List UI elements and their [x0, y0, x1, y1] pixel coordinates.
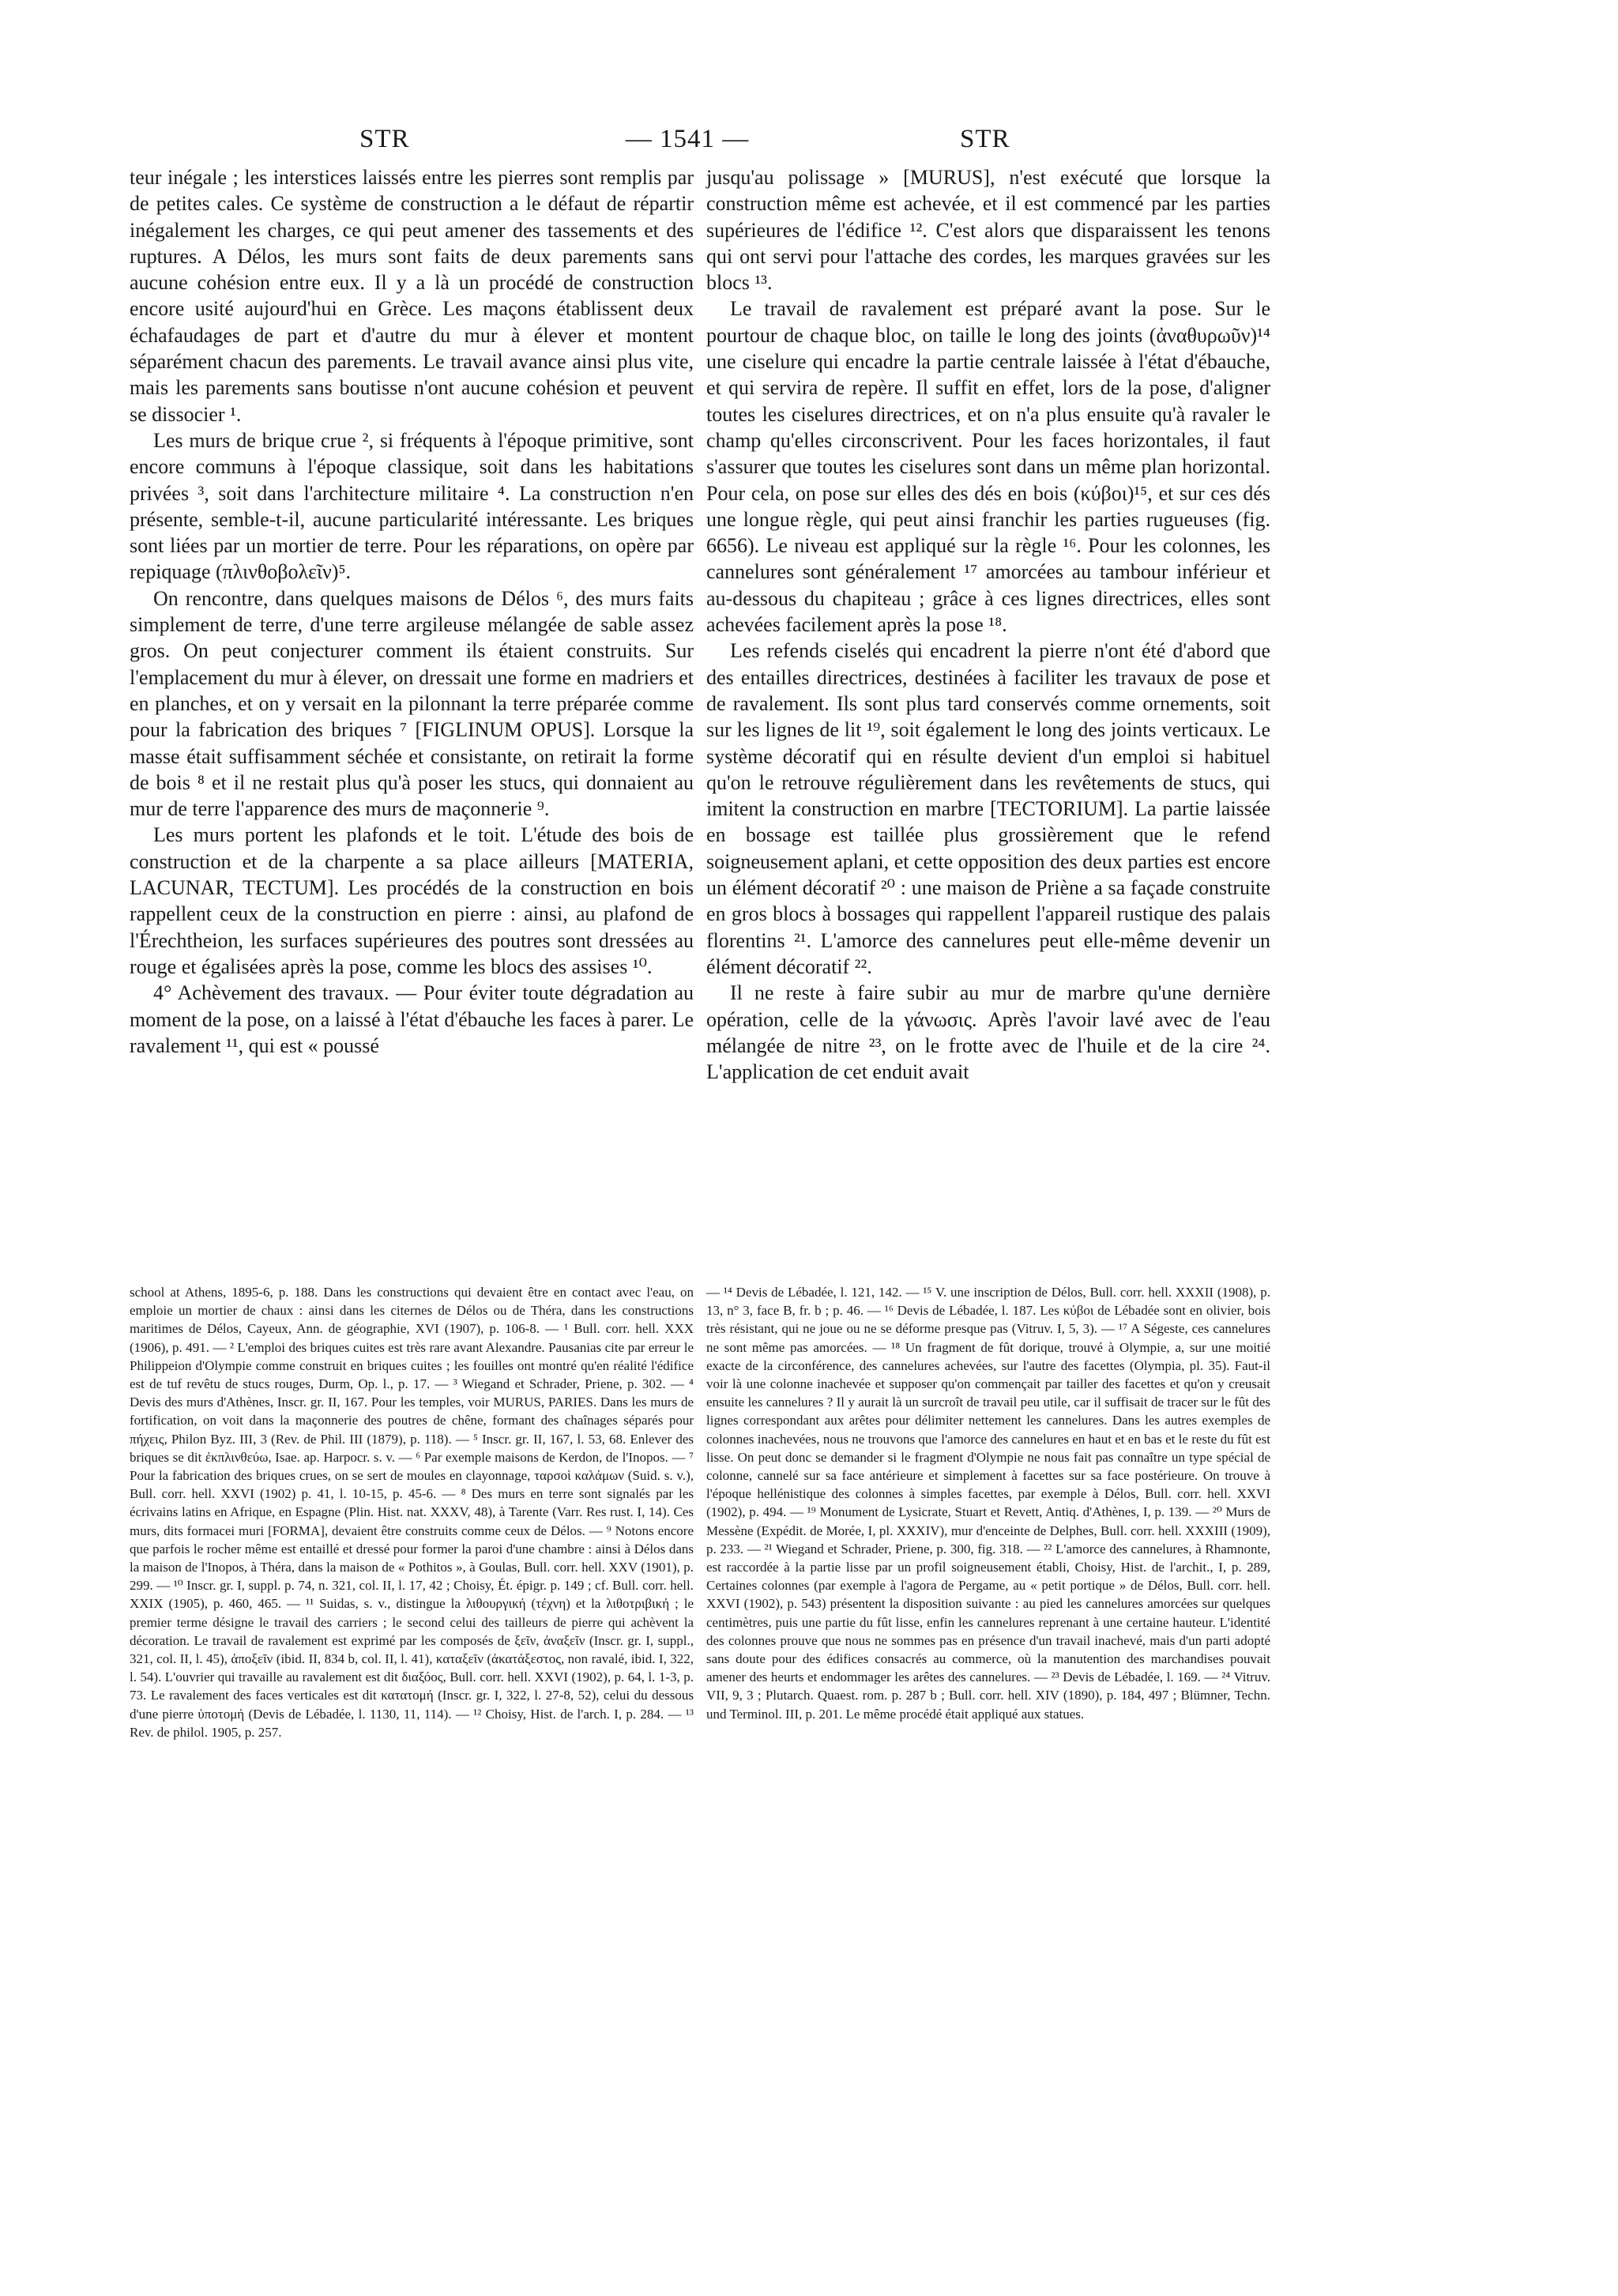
paragraph: jusqu'au polissage » [MURUS], n'est exécuté que lorsque la construction même est achevée, et il est commencé par les parties supérieures de l'édifice ¹². C'est alors que disparaissent les tenons qui ont servi pour l'attache des cordes, les marques gravées sur les blocs ¹³. — [706, 166, 1270, 295]
running-head-right: STR — [960, 125, 1010, 153]
footnote-text: — ¹⁴ Devis de Lébadée, l. 121, 142. — ¹⁵ V. une inscription de Délos, Bull. corr. hell. XXXII (1908), p. 13, n° 3, face B, fr. b ; p. 46. — ¹⁶ Devis de Lébadée, l. 187. Les κύβοι de Lébadée sont en olivier, bois très résistant, qui ne joue ou ne se déforme presque pas (Vitruv. I, 5, 3). — ¹⁷ A Ségeste, ces cannelures ne sont même pas amorcées. — ¹⁸ Un fragment de fût dorique, trouvé à Olympie, a, sur une moitié exacte de la circonférence, des cannelures achevées, sur l'autre des facettes (Olympia, pl. 35). Faut-il voir là une colonne inachevée et supposer qu'on commençait par tailler des facettes et qu'on y creusait ensuite les cannelures ? Il y aurait là un surcroît de travail peu utile, car il suffisait de tracer sur le fût des lignes correspondant aux arêtes pour délimiter nettement les cannelures. Dans les autres exemples de colonnes inachevées, nous ne trouvons que l'amorce des cannelures en haut et en bas et le reste du fût est lisse. On peut donc se demander si le fragment d'Olympie ne nous fait pas connaître un type spécial de colonne, cannelé sur sa face antérieure et simplement à facettes sur sa face postérieure. On trouve à l'époque hellénistique des colonnes à simples facettes, par exemple à Délos, Bull. corr. hell. XXVI (1902), p. 494. — ¹⁹ Monument de Lysicrate, Stuart et Revett, Antiq. d'Athènes, I, p. 139. — ²⁰ Murs de Messène (Expédit. de Morée, I, pl. XXXIV), mur d'enceinte de Delphes, Bull. corr. hell. XXXIII (1909), p. 233. — ²¹ Wiegand et Schrader, Priene, p. 300, fig. 318. — ²² L'amorce des cannelures, à Rhamnonte, est raccordée à la partie lisse par un profil soigneusement établi, Choisy, Hist. de l'archit., I, p. 289, Certaines colonnes (par exemple à l'agora de Pergame, au « petit portique » de Délos, Bull. corr. hell. XXVI (1902), p. 543) présentent la disposition suivante : au pied les cannelures amorcées sur quelques centimètres, puis une partie du fût lisse, enfin les cannelures reprenant à une certaine hauteur. L'identité des colonnes prouve que nous ne sommes pas en présence d'un travail inachevé, mais d'un parti adopté sans doute pour des édifices consacrés au commerce, où la manutention des marchandises pouvait amener des heurts et endommager les arêtes des cannelures. — ²³ Devis de Lébadée, l. 169. — ²⁴ Vitruv. VII, 9, 3 ; Plutarch. Quaest. rom. p. 287 b ; Bull. corr. hell. XIV (1890), p. 184, 497 ; Blümner, Techn. und Terminol. III, p. 201. Le même procédé était appliqué aux statues. — [706, 1285, 1270, 1722]
paragraph: On rencontre, dans quelques maisons de Délos ⁶, des murs faits simplement de terre, d'une terre argileuse mélangée de sable assez gros. On peut conjecturer comment ils étaient construits. Sur l'emplacement du mur à élever, on dressait une forme en madriers et en planches, et on y versait en la pilonnant la terre préparée comme pour la fabrication des briques ⁷ [FIGLINUM OPUS]. Lorsque la masse était suffisamment séchée et consistante, on retirait la forme de bois ⁸ et il ne restait plus qu'à poser les stucs, qui donnaient au mur de terre l'apparence des murs de maçonnerie ⁹. — [130, 586, 694, 821]
running-head-left: STR — [359, 125, 410, 153]
paragraph: Les murs de brique crue ², si fréquents à l'époque primitive, sont encore communs à l'époque classique, soit dans les habitations privées ³, soit dans l'architecture militaire ⁴. La construction n'en présente, semble-t-il, aucune particularité intéressante. Les briques sont liées par un mortier de terre. Pour les réparations, on opère par repiquage (πλινθοβολεῖν)⁵. — [130, 428, 694, 584]
paragraph: 4° Achèvement des travaux. — Pour éviter toute dégradation au moment de la pose, on a laissé à l'état d'ébauche les faces à parer. Le ravalement ¹¹, qui est « poussé — [130, 981, 694, 1057]
paragraph: teur inégale ; les interstices laissés entre les pierres sont remplis par de petites cales. Ce système de construction a le défaut de répartir inégalement les charges, ce qui peut amener des tassements et des ruptures. A Délos, les murs sont faits de deux parements sans aucune cohésion entre eux. Il y a là un procédé de construction encore usité aujourd'hui en Grèce. Les maçons établissent deux échafaudages de part et d'autre du mur à élever et montent séparément chacun des parements. Le travail avance ainsi plus vite, mais les parements sans boutisse n'ont aucune cohésion et peuvent se dissocier ¹. — [130, 166, 694, 426]
left-column — [130, 164, 694, 1059]
right-column — [706, 164, 1270, 1085]
footnotes-right — [706, 1283, 1270, 1723]
paragraph: Il ne reste à faire subir au mur de marbre qu'une dernière opération, celle de la γάνωσις. Après l'avoir lavé avec de l'eau mélangée de nitre ²³, on le frotte avec de l'huile et de la cire ²⁴. L'application de cet enduit avait — [706, 981, 1270, 1084]
footnote-text: school at Athens, 1895-6, p. 188. Dans les constructions qui devaient être en contact avec l'eau, on emploie un mortier de chaux : ainsi dans les citernes de Délos ou de Théra, dans les constructions maritimes de Délos, Cayeux, Ann. de géographie, XVI (1907), p. 106-8. — ¹ Bull. corr. hell. XXX (1906), p. 491. — ² L'emploi des briques cuites est très rare avant Alexandre. Pausanias cite par erreur le Philippeion d'Olympie comme construit en briques cuites ; les fouilles ont montré qu'en réalité l'édifice est de tuf revêtu de stucs rouges, Durm, Op. l., p. 17. — ³ Wiegand et Schrader, Priene, p. 302. — ⁴ Devis des murs d'Athènes, Inscr. gr. II, 167. Pour les temples, voir MURUS, PARIES. Dans les murs de fortification, on voit dans la maçonnerie des poutres de chêne, formant des chaînages séparés pour πήχεις, Philon Byz. III, 3 (Rev. de Phil. III (1879), p. 118). — ⁵ Inscr. gr. II, 167, l. 53, 68. Enlever des briques se dit ἐκπλινθεύω, Isae. ap. Harpocr. s. v. — ⁶ Par exemple maisons de Kerdon, de l'Inopos. — ⁷ Pour la fabrication des briques crues, on se sert de moules en clayonnage, ταρσοὶ καλάμων (Suid. s. v.), Bull. corr. hell. XXVI (1902) p. 41, l. 10-15, p. 45-6. — ⁸ Des murs en terre sont signalés par les écrivains latins en Afrique, en Espagne (Plin. Hist. nat. XXXV, 48), à Tarente (Varr. Res rust. I, 14). Ces murs, dits formacei muri [FORMA], devaient être construits comme ceux de Délos. — ⁹ Notons encore que parfois le rocher même est entaillé et dressé pour former la paroi d'une chambre : ainsi à Délos dans la maison de l'Inopos, à Théra, dans la maison de « Pothitos », à Goulas, Bull. corr. hell. XXV (1901), p. 299. — ¹⁰ Inscr. gr. I, suppl. p. 74, n. 321, col. II, l. 17, 42 ; Choisy, Ét. épigr. p. 149 ; cf. Bull. corr. hell. XXIX (1905), p. 460, 465. — ¹¹ Suidas, s. v., distingue la λιθουργική (τέχνη) et la λιθοτριβική ; le premier terme désigne le travail des carriers ; le second celui des tailleurs de pierre qui achèvent la décoration. Le travail de ravalement est exprimé par les composés de ξεῖν, ἀναξεῖν (Inscr. gr. I, suppl., 321, col. II, l. 45), ἀποξεῖν (ibid. II, 834 b, col. II, l. 41), καταξεῖν (ἀκατάξεστος, non ravalé, ibid. I, 322, l. 54). L'ouvrier qui travaille au ravalement est dit διαξόος, Bull. corr. hell. XXVI (1902), p. 64, l. 1-3, p. 73. Le ravalement des faces verticales est dit κατατομή (Inscr. gr. I, 322, l. 27-8, 52), celui du dessous d'une pierre ὑποτομή (Devis de Lébadée, l. 1130, 11, 114). — ¹² Choisy, Hist. de l'arch. I, p. 284. — ¹³ Rev. de philol. 1905, p. 257. — [130, 1285, 694, 1740]
footnotes-left — [130, 1283, 694, 1741]
paragraph: Les murs portent les plafonds et le toit. L'étude des bois de construction et de la charpente a sa place ailleurs [MATERIA, LACUNAR, TECTUM]. Les procédés de la construction en bois rappellent ceux de la construction en pierre : ainsi, au plafond de l'Érechtheion, les surfaces supérieures des poutres sont dressées au rouge et égalisées après la pose, comme les blocs des assises ¹⁰. — [130, 823, 694, 978]
paragraph: Les refends ciselés qui encadrent la pierre n'ont été d'abord que des entailles directrices, destinées à faciliter les travaux de pose et de ravalement. Ils sont plus tard conservés comme ornements, soit sur les lignes de lit ¹⁹, soit également le long des joints verticaux. Le système décoratif qui en résulte devient d'un emploi si habituel qu'on le retrouve régulièrement dans les revêtements de stucs, qui imitent la construction en marbre [TECTORIUM]. La partie laissée en bossage est taillée plus grossièrement que le refend soigneusement aplani, et cette opposition des deux parties est encore un élément décoratif ²⁰ : une maison de Priène a sa façade construite en gros blocs à bossages qui rappellent l'appareil rustique des palais florentins ²¹. L'amorce des cannelures peut elle-même devenir un élément décoratif ²². — [706, 639, 1270, 978]
paragraph: Le travail de ravalement est préparé avant la pose. Sur le pourtour de chaque bloc, on taille le long des joints (ἀναθυρωῦν)¹⁴ une ciselure qui encadre la partie centrale laissée à l'état d'ébauche, et qui servira de repère. Il suffit en effet, lors de la pose, d'aligner toutes les ciselures directrices, et on n'a plus ensuite qu'à ravaler le champ qu'elles circonscrivent. Pour les faces horizontales, il faut s'assurer que toutes les ciselures sont dans un même plan horizontal. Pour cela, on pose sur elles des dés en bois (κύβοι)¹⁵, et sur ces dés une longue règle, qui peut ainsi franchir les parties rugueuses (fig. 6656). Le niveau est appliqué sur la règle ¹⁶. Pour les colonnes, les cannelures sont généralement ¹⁷ amorcées au tambour inférieur et au-dessous du chapiteau ; grâce à ces lignes directrices, elles sont achevées facilement après la pose ¹⁸. — [706, 297, 1270, 637]
page-number: — 1541 — — [625, 125, 750, 153]
